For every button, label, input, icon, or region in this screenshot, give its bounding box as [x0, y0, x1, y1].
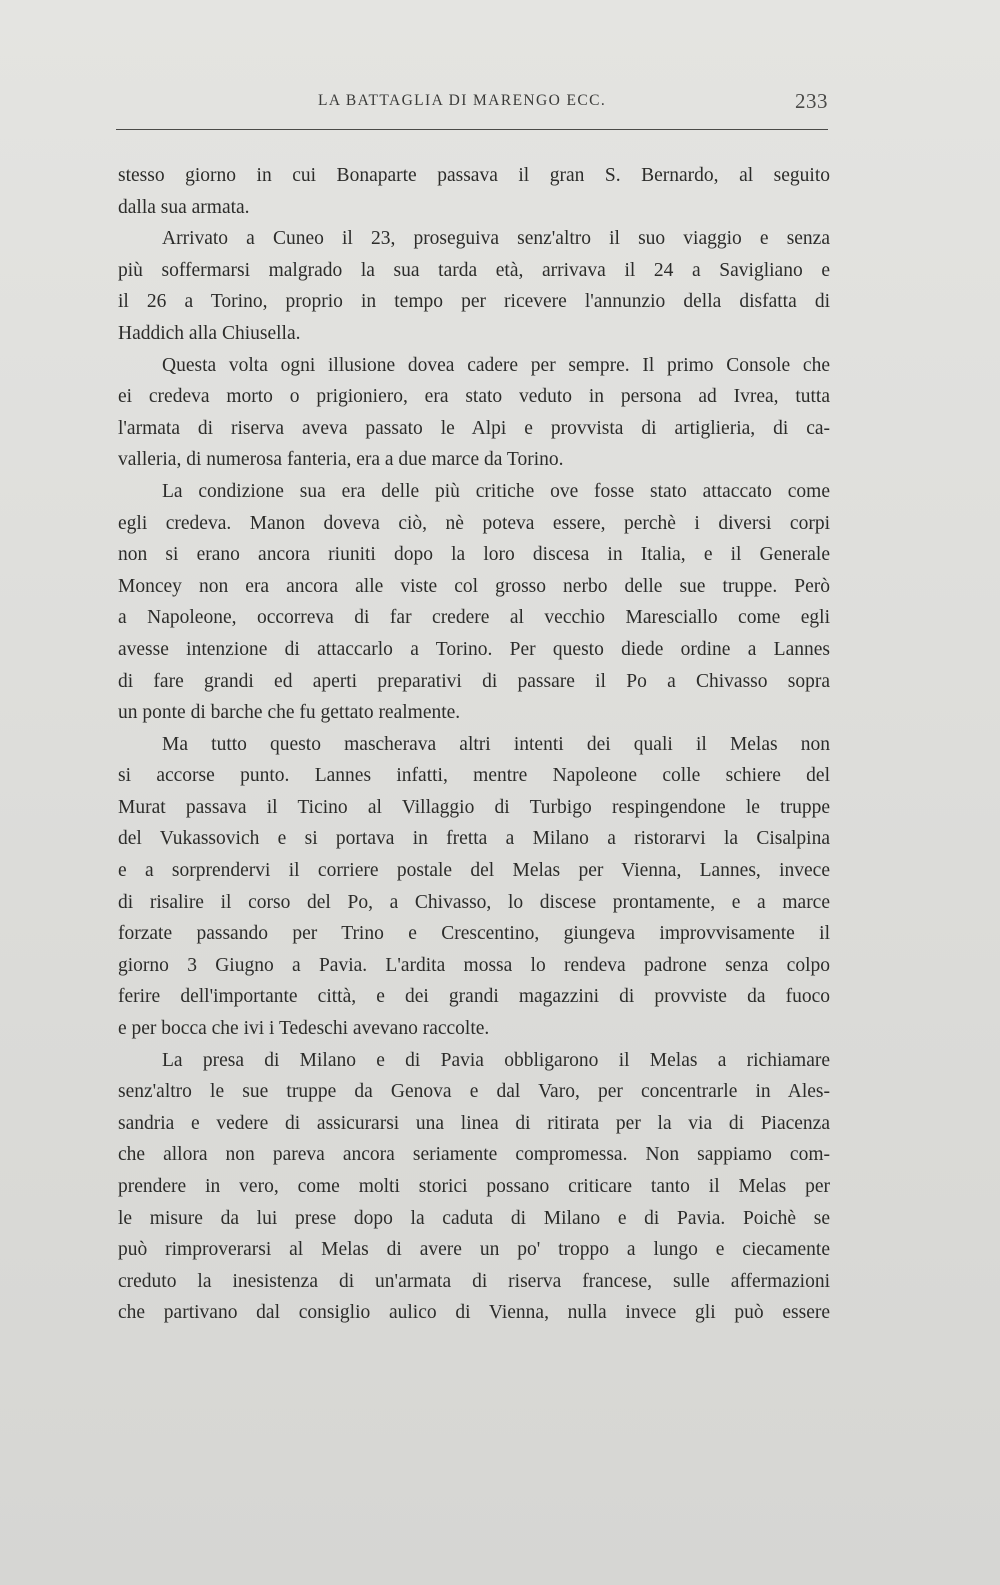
- text-line: a Napoleone, occorreva di far credere al vecchio Maresciallo come egli: [118, 607, 830, 629]
- text-line: sandria e vedere di assicurarsi una linea di ritirata per la via di Piacenza: [118, 1112, 830, 1134]
- text-line: Haddich alla Chiusella.: [118, 322, 301, 344]
- text-line: La presa di Milano e di Pavia obbligarono il Melas a richiamare: [162, 1049, 830, 1071]
- text-line: del Vukassovich e si portava in fretta a Milano a ristorarvi la Cisalpina: [118, 828, 830, 850]
- running-header: [116, 89, 828, 122]
- text-line: La condizione sua era delle più critiche ove fosse stato attaccato come: [162, 480, 830, 502]
- text-line: Moncey non era ancora alle viste col grosso nerbo delle sue truppe. Però: [118, 575, 830, 597]
- text-line: ferire dell'importante città, e dei grandi magazzini di provviste da fuoco: [118, 986, 830, 1008]
- text-line: senz'altro le sue truppe da Genova e dal Varo, per concentrarle in Ales-: [118, 1081, 830, 1103]
- running-title: LA BATTAGLIA DI MARENGO ECC.: [318, 92, 607, 109]
- text-line: Arrivato a Cuneo il 23, proseguiva senz'altro il suo viaggio e senza: [162, 228, 830, 250]
- text-line: il 26 a Torino, proprio in tempo per ricevere l'annunzio della disfatta di: [118, 291, 830, 313]
- text-line: di fare grandi ed aperti preparativi di passare il Po a Chivasso sopra: [118, 670, 830, 692]
- text-line: un ponte di barche che fu gettato realmente.: [118, 702, 461, 724]
- text-line: le misure da lui prese dopo la caduta di Milano e di Pavia. Poichè se: [118, 1207, 830, 1229]
- text-line: e per bocca che ivi i Tedeschi avevano raccolte.: [118, 1018, 490, 1040]
- text-line: l'armata di riserva aveva passato le Alpi e provvista di artiglieria, di ca-: [118, 417, 830, 439]
- text-line: e a sorprendervi il corriere postale del Melas per Vienna, Lannes, invece: [118, 860, 830, 882]
- text-line: ei credeva morto o prigioniero, era stato veduto in persona ad Ivrea, tutta: [118, 386, 830, 408]
- text-line: Ma tutto questo mascherava altri intenti dei quali il Melas non: [162, 733, 830, 755]
- text-line: creduto la inesistenza di un'armata di riserva francese, sulle affermazioni: [118, 1270, 830, 1292]
- text-line: dalla sua armata.: [118, 196, 250, 218]
- text-line: Murat passava il Ticino al Villaggio di Turbigo respingendone le truppe: [118, 796, 830, 818]
- text-line: più soffermarsi malgrado la sua tarda età, arrivava il 24 a Savigliano e: [118, 259, 830, 281]
- text-line: giorno 3 Giugno a Pavia. L'ardita mossa lo rendeva padrone senza colpo: [118, 954, 830, 976]
- body-text: [118, 160, 830, 1329]
- header-rule: [116, 129, 828, 130]
- text-line: avesse intenzione di attaccarlo a Torino. Per questo diede ordine a Lannes: [118, 638, 830, 660]
- text-line: Questa volta ogni illusione dovea cadere per sempre. Il primo Console che: [162, 354, 830, 376]
- text-line: egli credeva. Manon doveva ciò, nè poteva essere, perchè i diversi corpi: [118, 512, 830, 534]
- text-line: di risalire il corso del Po, a Chivasso, lo discese prontamente, e a marce: [118, 891, 830, 913]
- text-line: non si erano ancora riuniti dopo la loro discesa in Italia, e il Generale: [118, 544, 830, 566]
- text-line: che allora non pareva ancora seriamente compromessa. Non sappiamo com-: [118, 1144, 830, 1166]
- page-number: 233: [795, 89, 828, 113]
- text-line: forzate passando per Trino e Crescentino, giungeva improvvisamente il: [118, 923, 830, 945]
- text-line: che partivano dal consiglio aulico di Vienna, nulla invece gli può essere: [118, 1302, 830, 1324]
- text-line: si accorse punto. Lannes infatti, mentre Napoleone colle schiere del: [118, 765, 830, 787]
- text-line: prendere in vero, come molti storici possano criticare tanto il Melas per: [118, 1176, 830, 1197]
- text-line: può rimproverarsi al Melas di avere un po' troppo a lungo e ciecamente: [118, 1239, 830, 1261]
- text-line: stesso giorno in cui Bonaparte passava il gran S. Bernardo, al seguito: [118, 165, 830, 186]
- text-line: valleria, di numerosa fanteria, era a due marce da Torino.: [118, 449, 564, 471]
